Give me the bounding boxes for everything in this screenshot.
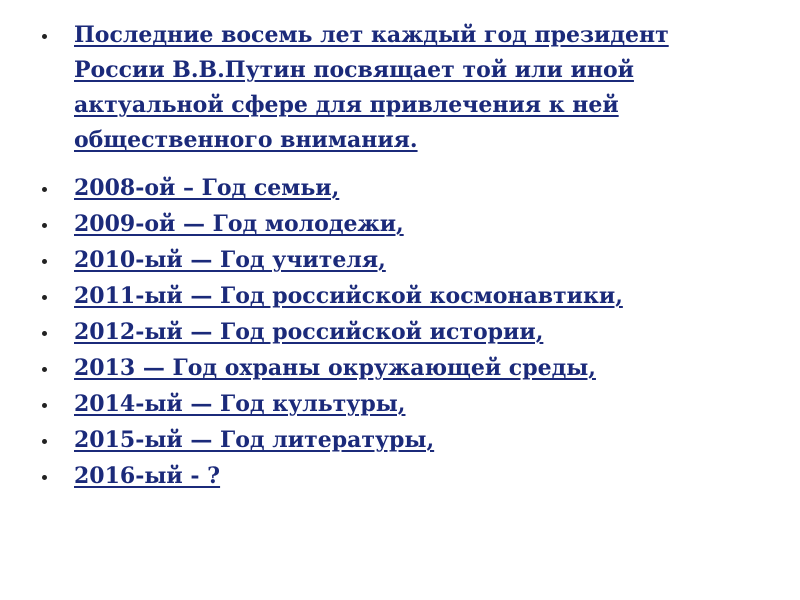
bullet-dot [42,295,47,300]
bullet-dot [42,331,47,336]
year-item [34,315,734,349]
bullet-dot [42,403,47,408]
year-item [34,423,734,457]
year-item-text: 2015-ый — Год литературы, [74,427,435,453]
year-item-text: 2008-ой – Год семьи, [74,175,340,201]
bullet-dot [42,439,47,444]
bullet-dot [42,223,47,228]
year-item [34,171,734,205]
bullet-dot [42,475,47,480]
bullet-list [34,18,734,495]
bullet-dot [42,187,47,192]
year-item-text: 2016-ый - ? [74,463,221,489]
bullet-dot [42,34,47,39]
intro-paragraph [34,18,734,158]
year-item-text: 2014-ый — Год культуры, [74,391,406,417]
year-item [34,243,734,277]
year-item [34,279,734,313]
bullet-dot [42,367,47,372]
year-item [34,351,734,385]
year-item-text: 2009-ой — Год молодежи, [74,211,404,237]
year-item-text: 2013 — Год охраны окружающей среды, [74,355,596,381]
year-item-text: 2010-ый — Год учителя, [74,247,386,273]
year-item [34,387,734,421]
intro-text: Последние восемь лет каждый год президент России В.В.Путин посвящает той или иной актуальной сфере для привлечения к ней общественного внимания. [74,22,669,153]
year-item-text: 2011-ый — Год российской космонавтики, [74,283,623,309]
year-item [34,207,734,241]
bullet-dot [42,259,47,264]
year-item-text: 2012-ый — Год российской истории, [74,319,544,345]
year-item [34,459,734,493]
